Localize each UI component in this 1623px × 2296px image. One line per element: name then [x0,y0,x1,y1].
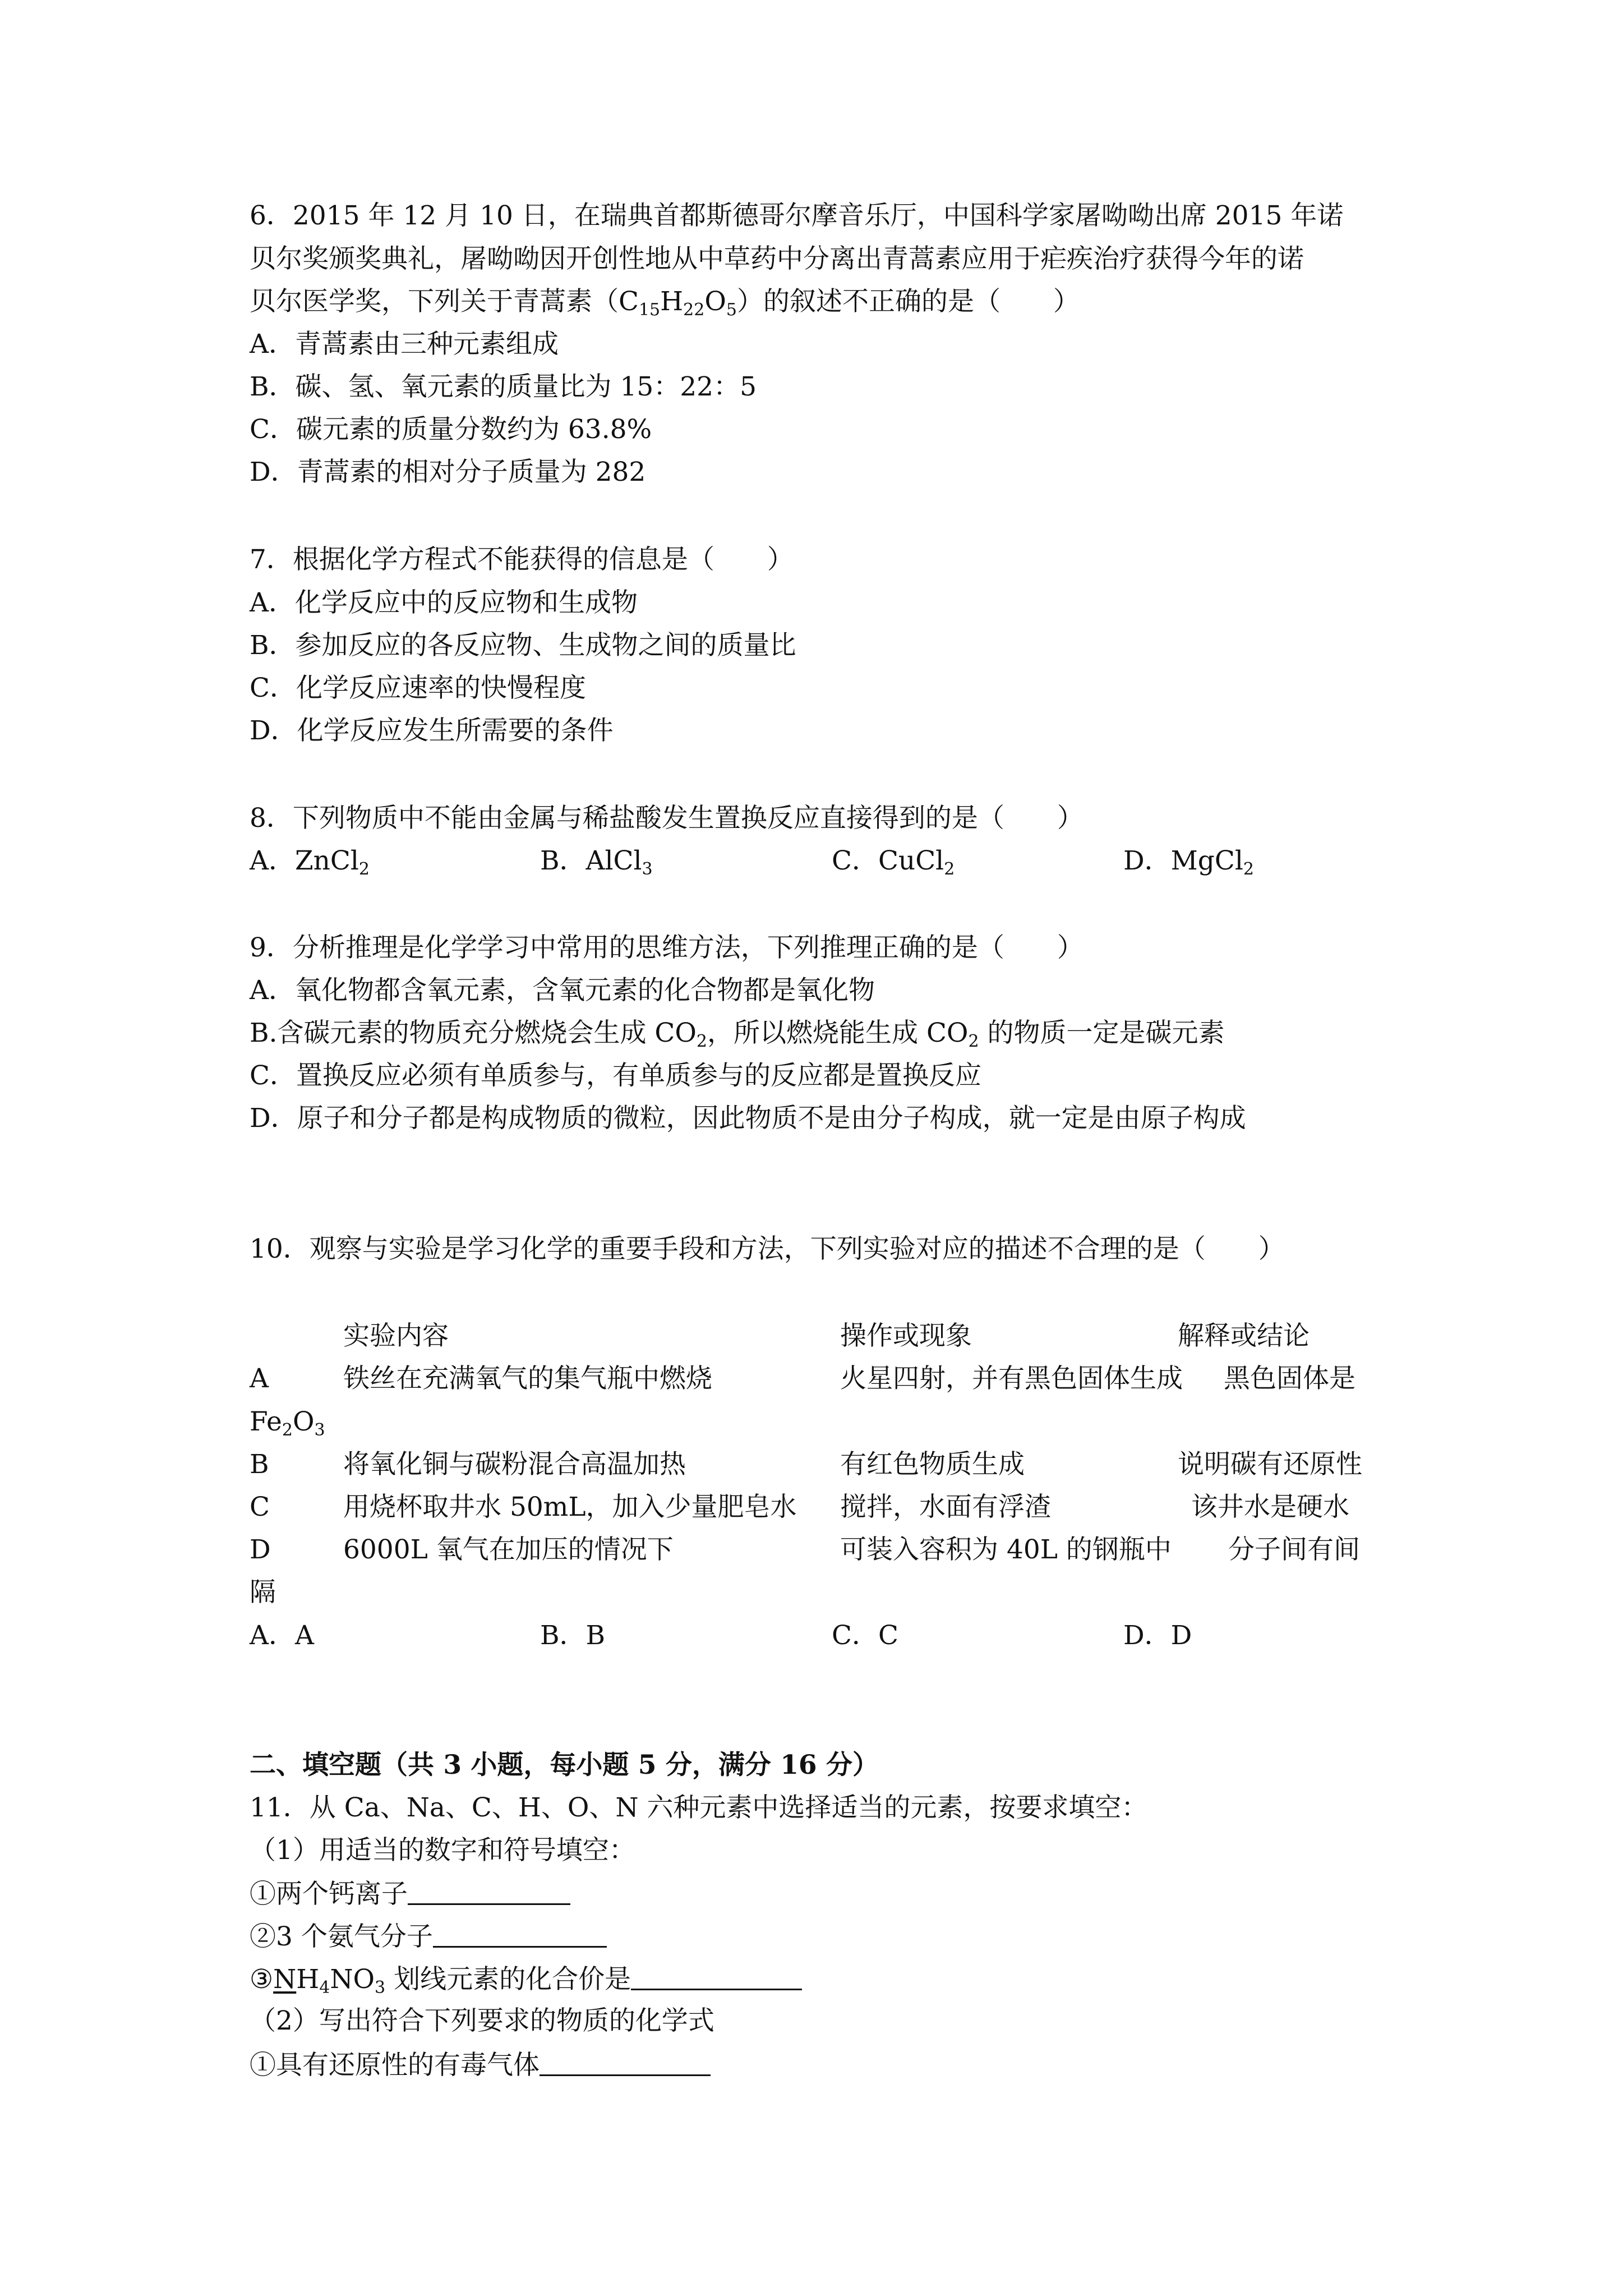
q6-option-a: A．青蒿素由三种元素组成 [250,329,559,360]
q10-stem: 10．观察与实验是学习化学的重要手段和方法，下列实验对应的描述不合理的是（ ） [250,1234,1285,1264]
answer-blank-3[interactable] [631,1962,802,1990]
q6-sub-o: 5 [726,300,737,320]
q8-option-c-label: C．CuCl [832,845,944,876]
q10-row-d-wrap: 隔 [250,1577,276,1608]
q11-item4-text: ①具有还原性的有毒气体 [250,2050,540,2081]
q10-option-c: C．C [832,1620,898,1651]
q10-option-b: B．B [540,1620,606,1651]
q10-row-b-phenomenon: 有红色物质生成 [840,1449,1025,1480]
q10-row-d-conclusion: 分子间有间 [1228,1534,1360,1565]
q11-item3-sub3: 3 [375,1978,386,1998]
q9-option-c: C．置换反应必须有单质参与，有单质参与的反应都是置换反应 [250,1060,981,1091]
q7-option-c: C．化学反应速率的快慢程度 [250,673,586,703]
q11-item3: $③NH_4NO_3$ 划线元素的化合价是 [250,1962,802,1996]
q9-stem: 9．分析推理是化学学习中常用的思维方法，下列推理正确的是（ ） [250,932,1083,963]
q10-row-d-content: 6000L 氧气在加压的情况下 [343,1534,674,1565]
q9-option-b [250,1016,1225,1050]
q11-part2: （2）写出符合下列要求的物质的化学式 [250,2005,714,2036]
q6-line3-b: ）的叙述不正确的是（ ） [736,286,1080,317]
q9-option-d: D．原子和分子都是构成物质的微粒，因此物质不是由分子构成，就一定是由原子构成 [250,1103,1246,1134]
q6-line3-a: 贝尔医学奖，下列关于青蒿素（C [250,286,639,317]
answer-blank-1[interactable] [408,1876,570,1905]
q11-part1: （1）用适当的数字和符号填空： [250,1835,635,1866]
q8-option-d-sub: 2 [1243,859,1254,879]
q11-item2-text: ②3 个氨气分子 [250,1921,433,1952]
q10-row-d-phenomenon: 可装入容积为 40L 的钢瓶中 [840,1534,1172,1565]
q10-row-c-key: C [250,1492,270,1522]
q11-item3-n: N [273,1964,297,1995]
q10-row-a-wrap [250,1405,325,1439]
q10-row-c-content: 用烧杯取井水 50mL，加入少量肥皂水 [343,1492,797,1522]
q10-option-d: D．D [1123,1620,1192,1651]
q10-wrap-o: O [292,1406,315,1437]
q10-row-a-phenomenon: 火星四射，并有黑色固体生成 [840,1363,1183,1394]
q9-option-b-sub2: 2 [968,1032,979,1051]
q8-option-b [540,844,653,878]
q10-wrap-fe: Fe [250,1406,282,1437]
q7-option-a: A．化学反应中的反应物和生成物 [250,587,638,618]
q7-option-d: D．化学反应发生所需要的条件 [250,715,614,746]
q9-option-a: A．氧化物都含氧元素，含氧元素的化合物都是氧化物 [250,975,875,1006]
q11-item1-text: ①两个钙离子 [250,1879,408,1910]
q8-option-d [1123,844,1254,878]
q9-option-b-2: ，所以燃烧能生成 CO [707,1018,969,1048]
q10-option-a: A．A [250,1620,314,1651]
q10-row-a-content: 铁丝在充满氧气的集气瓶中燃烧 [343,1363,712,1394]
q6-o: O [704,286,726,317]
q9-option-b-sub1: 2 [696,1032,708,1051]
q11-item3-no: NO [330,1964,375,1995]
q8-option-c [832,844,955,878]
q6-option-c: C．碳元素的质量分数约为 63.8% [250,414,652,445]
q10-row-a-conclusion: 黑色固体是 [1224,1363,1355,1394]
q6-sub-c: 15 [638,300,661,320]
q6-option-b: B．碳、氢、氧元素的质量比为 15：22：5 [250,371,757,402]
q11-stem: 11．从 Ca、Na、C、H、O、N 六种元素中选择适当的元素，按要求填空： [250,1792,1148,1823]
q8-option-a-sub: 2 [358,859,370,879]
q10-wrap-sub1: 2 [282,1420,293,1440]
q10-header-content: 实验内容 [343,1320,449,1351]
q6-line3 [250,285,1080,319]
q10-header-conclusion: 解释或结论 [1178,1320,1310,1351]
q10-row-d-key: D [250,1534,271,1565]
q8-option-d-label: D．MgCl [1123,845,1243,876]
q11-item4 [250,2047,711,2082]
q8-option-a-label: A．ZnCl [250,845,359,876]
q7-stem: 7．根据化学方程式不能获得的信息是（ ） [250,544,794,575]
q6-sub-h: 22 [683,300,705,320]
q8-option-b-sub: 3 [642,859,653,879]
q11-item3-h: H [296,1964,320,1995]
q10-row-a-key: A [250,1363,269,1394]
q8-stem: 8．下列物质中不能由金属与稀盐酸发生置换反应直接得到的是（ ） [250,803,1083,834]
q10-row-c-conclusion: 该井水是硬水 [1191,1492,1349,1522]
q6-option-d: D．青蒿素的相对分子质量为 282 [250,457,646,487]
answer-blank-2[interactable] [433,1919,607,1948]
section-heading: 二、填空题（共 3 小题，每小题 5 分，满分 16 分） [250,1750,879,1780]
q10-wrap-sub2: 3 [314,1420,325,1440]
q10-row-b-content: 将氧化铜与碳粉混合高温加热 [343,1449,686,1480]
q8-option-b-label: B．AlCl [540,845,642,876]
q6-line1: 6．2015 年 12 月 10 日，在瑞典首都斯德哥尔摩音乐厅，中国科学家屠呦呦出席 2015 年诺 [250,200,1344,231]
q11-item3-sub4: 4 [319,1978,330,1998]
q7-option-b: B．参加反应的各反应物、生成物之间的质量比 [250,630,796,661]
q10-header-phenomenon: 操作或现象 [840,1320,972,1351]
q8-option-c-sub: 2 [944,859,955,879]
q10-row-c-phenomenon: 搅拌，水面有浮渣 [840,1492,1051,1522]
q10-row-b-key: B [250,1449,269,1480]
q9-option-b-3: 的物质一定是碳元素 [979,1018,1225,1048]
answer-blank-4[interactable] [540,2047,711,2076]
q11-item1 [250,1876,570,1911]
q9-option-b-1: B.含碳元素的物质充分燃烧会生成 CO [250,1018,697,1048]
q8-option-a [250,844,370,878]
q6-h: H [660,286,684,317]
q11-item3-rest: 划线元素的化合价是 [385,1964,631,1995]
q11-item2 [250,1919,607,1954]
q10-row-b-conclusion: 说明碳有还原性 [1178,1449,1362,1480]
q6-line2: 贝尔奖颁奖典礼，屠呦呦因开创性地从中草药中分离出青蒿素应用于疟疾治疗获得今年的诺 [250,243,1304,274]
